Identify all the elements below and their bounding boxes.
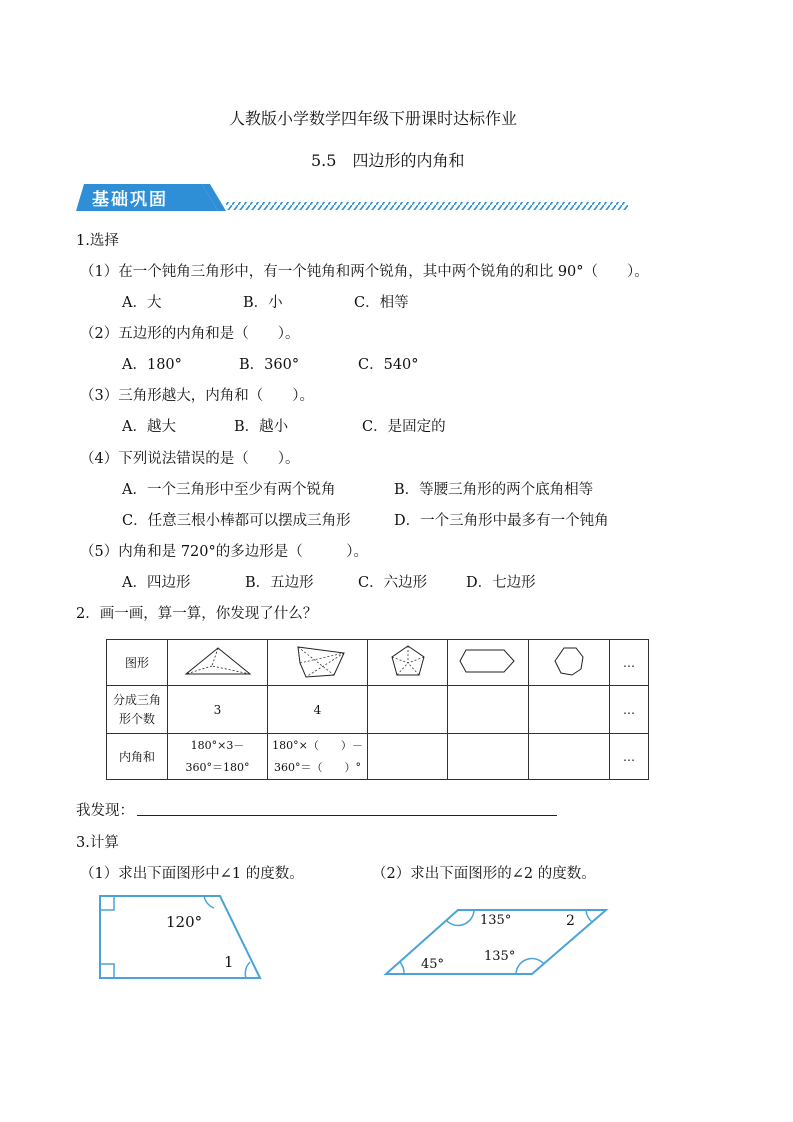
count-blank[interactable] [368, 686, 448, 734]
q1-stem-1: （1）在一个钝角三角形中，有一个钝角和两个锐角，其中两个锐角的和比 90°（ ）。 [80, 264, 649, 280]
angle-120-label: 120° [166, 913, 203, 931]
ellipsis-cell: … [610, 640, 649, 686]
document-title: 人教版小学数学四年级下册课时达标作业 [229, 109, 518, 128]
q3-title: 3.计算 [76, 835, 119, 851]
small-polygon-figure [388, 643, 428, 679]
found-label: 我发现： [76, 803, 134, 819]
q1-1-option-a: A．大 [122, 295, 162, 311]
row-header-angle-sum: 内角和 [107, 734, 168, 780]
angle-45-label: 45° [421, 957, 445, 972]
q1-2-option-a: A．180° [122, 357, 182, 373]
section-banner-label: 基础巩固 [92, 190, 168, 210]
shape-pentagon-cell [268, 640, 368, 686]
row-header-shape: 图形 [107, 640, 168, 686]
q1-stem-4: （4）下列说法错误的是（ ）。 [80, 451, 300, 467]
angle-2-label: 2 [566, 913, 575, 929]
q3-sub2: （2）求出下面图形的∠2 的度数。 [372, 866, 596, 882]
q1-5-option-d: D．七边形 [466, 575, 536, 591]
ellipsis-cell: … [610, 734, 649, 780]
shape-quadrilateral-cell [168, 640, 268, 686]
q1-title: 1.选择 [76, 233, 119, 249]
q1-4-option-d: D．一个三角形中最多有一个钝角 [394, 513, 609, 529]
q1-3-option-a: A．越大 [122, 419, 176, 435]
sum-pentagon [268, 734, 368, 780]
sum-line-2: 360°＝180° [185, 760, 250, 774]
lesson-subtitle: 5.5 四边形的内角和 [311, 151, 465, 170]
quadrilateral-figure [182, 644, 254, 678]
q1-stem-2: （2）五边形的内角和是（ ）。 [80, 326, 300, 342]
count-blank[interactable] [529, 686, 610, 734]
angle-bottom-135-label: 135° [484, 949, 516, 964]
shape-hexagon-small-cell [368, 640, 448, 686]
sum-blank[interactable] [368, 734, 448, 780]
ellipsis-cell: … [610, 686, 649, 734]
angle-1-label: 1 [224, 953, 234, 971]
q1-2-option-b: B．360° [239, 357, 300, 373]
q1-3-option-b: B．越小 [234, 419, 289, 435]
pentagon-figure [282, 643, 354, 679]
q1-5-option-a: A．四边形 [122, 575, 191, 591]
q1-2-option-c: C．540° [358, 357, 419, 373]
sum-blank[interactable] [448, 734, 529, 780]
heptagon-figure [552, 645, 586, 677]
q1-1-option-c: C．相等 [354, 295, 409, 311]
sum-blank[interactable] [529, 734, 610, 780]
q1-1-option-b: B．小 [243, 295, 283, 311]
sum-line-1: 180°×（ ）－ [272, 738, 363, 752]
q2-title: 2．画一画，算一算，你发现了什么？ [76, 606, 318, 622]
sum-line-2: 360°＝（ ）° [274, 760, 361, 774]
hexagon-figure [458, 647, 518, 675]
sum-line-1: 180°×3－ [190, 738, 245, 752]
q3-sub1: （1）求出下面图形中∠1 的度数。 [80, 866, 304, 882]
found-answer-line[interactable] [137, 815, 557, 816]
q1-3-option-c: C．是固定的 [362, 419, 446, 435]
q1-4-option-a: A．一个三角形中至少有两个锐角 [122, 482, 336, 498]
q1-4-option-c: C．任意三根小棒都可以摆成三角形 [122, 513, 351, 529]
count-blank[interactable] [448, 686, 529, 734]
row-header-count: 分成三角 形个数 [107, 686, 168, 734]
count-quadrilateral: 3 [168, 686, 268, 734]
q1-4-option-b: B．等腰三角形的两个底角相等 [394, 482, 594, 498]
polygon-table [106, 639, 649, 780]
q1-5-option-c: C．六边形 [358, 575, 428, 591]
angle-top-135-label: 135° [480, 913, 512, 928]
q1-stem-5: （5）内角和是 720°的多边形是（ ）。 [80, 544, 369, 560]
q1-stem-3: （3）三角形越大，内角和（ ）。 [80, 388, 314, 404]
trapezoid-figure [96, 892, 266, 984]
shape-heptagon-cell [529, 640, 610, 686]
q1-5-option-b: B．五边形 [245, 575, 314, 591]
count-pentagon: 4 [268, 686, 368, 734]
shape-hexagon-cell [448, 640, 529, 686]
sum-quadrilateral [168, 734, 268, 780]
